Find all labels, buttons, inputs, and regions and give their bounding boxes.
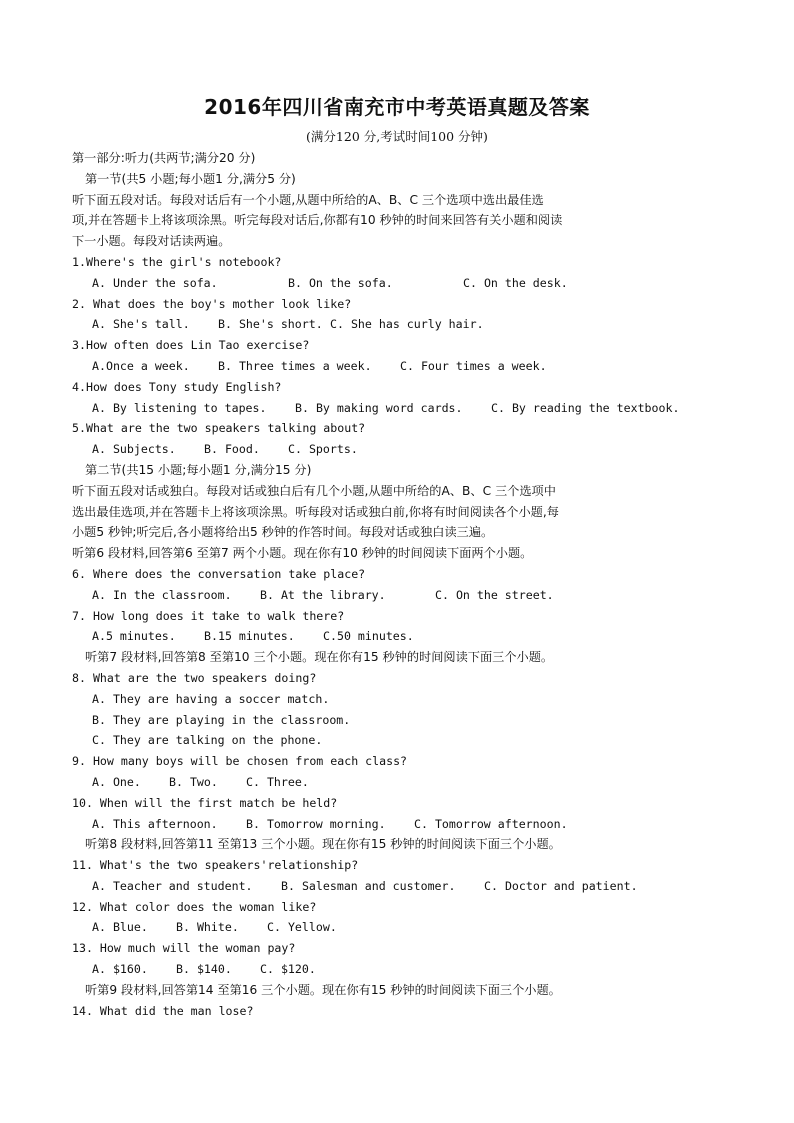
- options-9: [72, 772, 762, 793]
- question-4: 4.How does Tony study English?: [72, 379, 282, 394]
- section2-instruction: 选出最佳选项,并在答题卡上将该项涂黑。听每段对话或独白前,你将有时间阅读各个小题,每: [72, 504, 559, 519]
- option-a: A. They are having a soccer match.: [92, 691, 330, 706]
- option-b: B. At the library.: [260, 587, 386, 602]
- option-b: B. By making word cards.: [295, 400, 463, 415]
- option-a: A. $160.: [92, 962, 148, 977]
- question-13: 13. How much will the woman pay?: [72, 941, 296, 956]
- option-b: B. Three times a week.: [218, 358, 372, 373]
- part1-heading: 第一部分:听力(共两节;满分20 分): [72, 151, 256, 165]
- section1-instruction: 项,并在答题卡上将该项涂黑。听完每段对话后,你都有10 秒钟的时间来回答有关小题和阅读: [72, 213, 563, 228]
- options-3: [72, 356, 762, 377]
- options-7: [72, 626, 762, 647]
- section2-heading: 第二节(共15 小题;每小题1 分,满分15 分): [85, 462, 312, 477]
- option-c: C. Four times a week.: [400, 358, 547, 373]
- question-12: 12. What color does the woman like?: [72, 899, 317, 914]
- material-9-instruction: 听第9 段材料,回答第14 至第16 三个小题。现在你有15 秒钟的时间阅读下面三个小题。: [85, 982, 561, 997]
- section1-instruction: 下一小题。每段对话读两遍。: [72, 234, 231, 249]
- option-b: B. They are playing in the classroom.: [92, 712, 351, 727]
- option-a: A. Blue.: [92, 920, 148, 935]
- option-a: A. She's tall.: [92, 317, 190, 332]
- option-c: C. Sports.: [288, 442, 358, 457]
- section1-instruction: 听下面五段对话。每段对话后有一个小题,从题中所给的A、B、C 三个选项中选出最佳选: [72, 192, 544, 207]
- question-6: 6. Where does the conversation take place?: [72, 566, 366, 581]
- option-c: C. $120.: [260, 962, 316, 977]
- option-b: B. On the sofa.: [288, 275, 393, 290]
- option-c: C. Doctor and patient.: [484, 878, 638, 893]
- option-b: B. Salesman and customer.: [281, 878, 456, 893]
- option-b: B. Two.: [169, 774, 218, 789]
- section2-instruction: 听下面五段对话或独白。每段对话或独白后有几个小题,从题中所给的A、B、C 三个选项中: [72, 483, 556, 498]
- question-14: 14. What did the man lose?: [72, 1003, 254, 1018]
- option-c: C. On the desk.: [463, 275, 568, 290]
- question-7: 7. How long does it take to walk there?: [72, 608, 345, 623]
- option-b: B. Tomorrow morning.: [246, 816, 386, 831]
- options-10: [72, 814, 762, 835]
- option-b: B.15 minutes.: [204, 629, 295, 644]
- option-a: A. Teacher and student.: [92, 878, 253, 893]
- option-a: A. In the classroom.: [92, 587, 232, 602]
- options-11: [72, 876, 762, 897]
- options-13: [72, 959, 762, 980]
- options-4: [72, 398, 762, 419]
- option-b: B. White.: [176, 920, 239, 935]
- material-8-instruction: 听第8 段材料,回答第11 至第13 三个小题。现在你有15 秒钟的时间阅读下面三个小题。: [85, 837, 561, 852]
- option-c: C. She has curly hair.: [330, 317, 484, 332]
- option-a: A. One.: [92, 774, 141, 789]
- option-a: A.Once a week.: [92, 358, 190, 373]
- question-3: 3.How often does Lin Tao exercise?: [72, 338, 310, 353]
- exam-body: [72, 148, 762, 1021]
- options-12: [72, 917, 762, 938]
- material-7-instruction: 听第7 段材料,回答第8 至第10 三个小题。现在你有15 秒钟的时间阅读下面三个小题。: [85, 650, 554, 665]
- question-1: 1.Where's the girl's notebook?: [72, 254, 282, 269]
- option-b: B. Food.: [204, 442, 260, 457]
- question-9: 9. How many boys will be chosen from each class?: [72, 754, 408, 769]
- page-subtitle: (满分120 分,考试时间100 分钟): [306, 129, 488, 144]
- option-c: C.50 minutes.: [323, 629, 414, 644]
- page-title: 2016年四川省南充市中考英语真题及答案: [204, 95, 590, 119]
- section2-instruction: 小题5 秒钟;听完后,各小题将给出5 秒钟的作答时间。每段对话或独白读三遍。: [72, 525, 494, 540]
- option-a: A.5 minutes.: [92, 629, 176, 644]
- option-c: C. On the street.: [435, 587, 554, 602]
- question-2: 2. What does the boy's mother look like?: [72, 296, 352, 311]
- question-10: 10. When will the first match be held?: [72, 795, 338, 810]
- option-a: A. Under the sofa.: [92, 275, 218, 290]
- option-c: C. Yellow.: [267, 920, 337, 935]
- section2-instruction: 听第6 段材料,回答第6 至第7 两个小题。现在你有10 秒钟的时间阅读下面两个小题。: [72, 546, 533, 561]
- options-5: [72, 439, 762, 460]
- option-a: A. Subjects.: [92, 442, 176, 457]
- section1-heading: 第一节(共5 小题;每小题1 分,满分5 分): [85, 171, 296, 186]
- option-c: C. Three.: [246, 774, 309, 789]
- options-6: [72, 585, 762, 606]
- option-a: A. This afternoon.: [92, 816, 218, 831]
- options-2: [72, 314, 762, 335]
- option-c: C. By reading the textbook.: [491, 400, 680, 415]
- option-b: B. She's short.: [218, 317, 323, 332]
- options-1: [72, 273, 762, 294]
- question-11: 11. What's the two speakers'relationship?: [72, 858, 359, 873]
- option-b: B. $140.: [176, 962, 232, 977]
- option-c: C. They are talking on the phone.: [92, 733, 323, 748]
- question-5: 5.What are the two speakers talking about?: [72, 421, 366, 436]
- question-8: 8. What are the two speakers doing?: [72, 670, 317, 685]
- option-a: A. By listening to tapes.: [92, 400, 267, 415]
- option-c: C. Tomorrow afternoon.: [414, 816, 568, 831]
